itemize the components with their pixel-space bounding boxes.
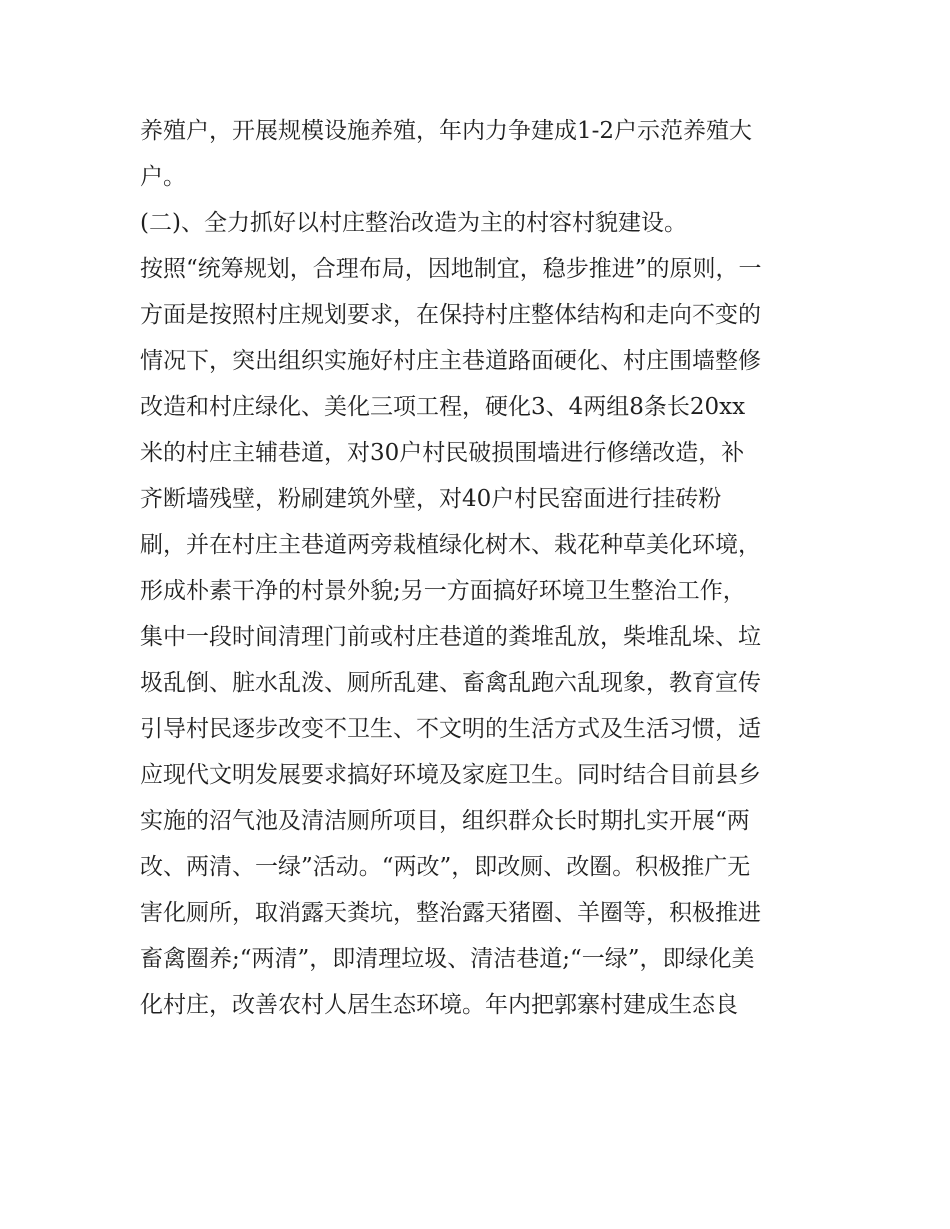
text-line-2: 户。 xyxy=(140,164,186,190)
body-text xyxy=(140,108,830,1028)
text-line-7: 改造和村庄绿化、美化三项工程，硬化3、4两组8条长20xx xyxy=(140,394,746,420)
text-line-13: 圾乱倒、脏水乱泼、厕所乱建、畜禽乱跑六乱现象，教育宣传 xyxy=(140,670,761,696)
text-line-20: 化村庄，改善农村人居生态环境。年内把郭寨村建成生态良 xyxy=(140,992,738,1018)
text-line-1: 养殖户，开展规模设施养殖，年内力争建成1-2户示范养殖大 xyxy=(140,118,753,144)
section-heading: (二)、全力抓好以村庄整治改造为主的村容村貌建设。 xyxy=(140,210,687,236)
text-line-4: 按照“统筹规划，合理布局，因地制宜，稳步推进”的原则，一 xyxy=(140,256,762,282)
text-line-12: 集中一段时间清理门前或村庄巷道的粪堆乱放，柴堆乱垛、垃 xyxy=(140,624,761,650)
text-line-18: 害化厕所，取消露天粪坑，整治露天猪圈、羊圈等，积极推进 xyxy=(140,900,761,926)
text-line-9: 齐断墙残壁，粉刷建筑外壁，对40户村民窑面进行挂砖粉 xyxy=(140,486,722,512)
text-line-10: 刷，并在村庄主巷道两旁栽植绿化树木、栽花种草美化环境， xyxy=(140,532,761,558)
text-line-11: 形成朴素干净的村景外貌;另一方面搞好环境卫生整治工作， xyxy=(140,578,746,604)
text-line-6: 情况下，突出组织实施好村庄主巷道路面硬化、村庄围墙整修 xyxy=(140,348,761,374)
text-line-16: 实施的沼气池及清洁厕所项目，组织群众长时期扎实开展“两 xyxy=(140,808,750,834)
text-line-8: 米的村庄主辅巷道，对30户村民破损围墙进行修缮改造，补 xyxy=(140,440,745,466)
text-line-15: 应现代文明发展要求搞好环境及家庭卫生。同时结合目前县乡 xyxy=(140,762,761,788)
text-line-17: 改、两清、一绿”活动。“两改”，即改厕、改圈。积极推广无 xyxy=(140,854,751,880)
text-line-14: 引导村民逐步改变不卫生、不文明的生活方式及生活习惯，适 xyxy=(140,716,761,742)
text-line-19: 畜禽圈养;“两清”，即清理垃圾、清洁巷道;“一绿”，即绿化美 xyxy=(140,946,755,972)
text-line-5: 方面是按照村庄规划要求，在保持村庄整体结构和走向不变的 xyxy=(140,302,761,328)
